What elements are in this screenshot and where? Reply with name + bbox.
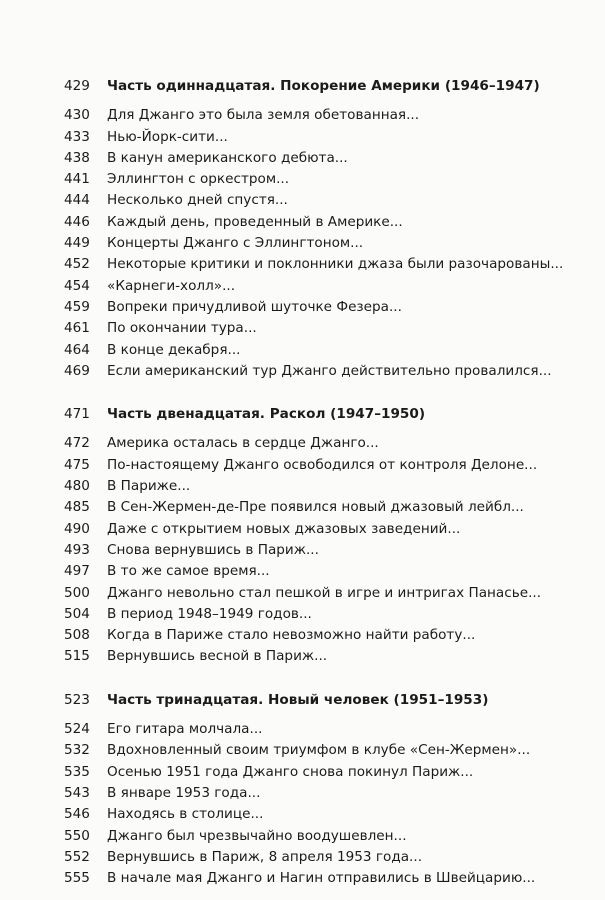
toc-entry (64, 476, 584, 497)
entry-page-number: 472 (64, 435, 90, 452)
entry-text: В Сен-Жермен-де-Пре появился новый джазовый лейбл... (107, 499, 524, 516)
toc-entry (64, 646, 584, 667)
entry-text: По-настоящему Джанго освободился от контроля Делоне... (107, 456, 538, 473)
toc-entry (64, 826, 584, 847)
entry-text: Вернувшись в Париж, 8 апреля 1953 года... (107, 848, 423, 865)
toc-entry (64, 233, 584, 254)
entry-page-number: 454 (64, 277, 90, 294)
entry-text: По окончании тура... (107, 320, 257, 337)
toc-entry (64, 455, 584, 476)
entry-page-number: 532 (64, 742, 90, 759)
toc-entry (64, 297, 584, 318)
toc-entry (64, 276, 584, 297)
entry-text: В Париже... (107, 478, 191, 495)
toc-entry (64, 868, 584, 889)
entry-page-number: 490 (64, 520, 90, 537)
entry-text: Когда в Париже стало невозможно найти работу... (107, 627, 476, 644)
part-title: Часть одиннадцатая. Покорение Америки (1946–1947) (107, 78, 540, 94)
part-heading (64, 404, 584, 425)
entry-page-number: 515 (64, 648, 90, 665)
entry-text: Несколько дней спустя... (107, 192, 288, 209)
entry-text: В канун американского дебюта... (107, 149, 348, 166)
part-page-number: 471 (64, 406, 90, 423)
entry-text: Нью-Йорк-сити... (107, 128, 228, 145)
entry-page-number: 550 (64, 827, 90, 844)
toc-entry (64, 625, 584, 646)
entry-text: Эллингтон с оркестром... (107, 171, 290, 188)
entry-text: В период 1948–1949 годов... (107, 605, 312, 622)
part-title: Часть двенадцатая. Раскол (1947–1950) (107, 406, 426, 423)
entry-page-number: 469 (64, 362, 90, 379)
toc-entry (64, 719, 584, 740)
entry-page-number: 452 (64, 256, 90, 273)
entry-text: Находясь в столице... (107, 806, 264, 823)
entry-page-number: 493 (64, 541, 90, 558)
table-of-contents (64, 76, 584, 889)
entry-text: В январе 1953 года... (107, 784, 261, 801)
entry-page-number: 504 (64, 605, 90, 622)
toc-entry (64, 169, 584, 190)
toc-entry (64, 561, 584, 582)
entry-text: Вопреки причудливой шуточке Фезера... (107, 298, 402, 315)
entry-text: Америка осталась в сердце Джанго... (107, 435, 379, 452)
toc-entry (64, 583, 584, 604)
entry-page-number: 508 (64, 627, 90, 644)
toc-entry (64, 105, 584, 126)
entry-page-number: 543 (64, 784, 90, 801)
entry-page-number: 459 (64, 298, 90, 315)
entry-text: Концерты Джанго с Эллингтоном... (107, 235, 364, 252)
entry-page-number: 433 (64, 128, 90, 145)
entry-page-number: 552 (64, 848, 90, 865)
toc-part (64, 404, 584, 668)
entry-text: Если американский тур Джанго действительно провалился... (107, 362, 552, 379)
entry-text: Его гитара молчала... (107, 721, 263, 738)
toc-entry (64, 433, 584, 454)
entry-page-number: 441 (64, 171, 90, 188)
entry-page-number: 480 (64, 478, 90, 495)
toc-part (64, 690, 584, 890)
entry-page-number: 446 (64, 213, 90, 230)
toc-entry (64, 847, 584, 868)
toc-entry (64, 540, 584, 561)
entry-text: Каждый день, проведенный в Америке... (107, 213, 403, 230)
toc-entry (64, 254, 584, 275)
toc-entry (64, 762, 584, 783)
entry-page-number: 438 (64, 149, 90, 166)
toc-entry (64, 340, 584, 361)
entry-text: Даже с открытием новых джазовых заведений... (107, 520, 461, 537)
part-title: Часть тринадцатая. Новый человек (1951–1953) (107, 691, 489, 708)
part-page-number: 523 (64, 691, 90, 708)
entry-text: Снова вернувшись в Париж... (107, 541, 319, 558)
toc-entry (64, 127, 584, 148)
entry-page-number: 464 (64, 341, 90, 358)
entry-page-number: 444 (64, 192, 90, 209)
entry-text: Вдохновленный своим триумфом в клубе «Сен-Жермен»... (107, 742, 531, 759)
toc-entry (64, 804, 584, 825)
entry-text: Осенью 1951 года Джанго снова покинул Париж... (107, 763, 474, 780)
entry-page-number: 449 (64, 235, 90, 252)
entry-page-number: 555 (64, 870, 90, 887)
part-heading (64, 690, 584, 711)
part-page-number: 429 (64, 78, 90, 94)
toc-entry (64, 519, 584, 540)
toc-entry (64, 190, 584, 211)
toc-entry (64, 212, 584, 233)
entry-text: В конце декабря... (107, 341, 241, 358)
toc-part (64, 76, 584, 382)
entry-page-number: 430 (64, 107, 90, 124)
part-heading (64, 76, 584, 97)
entry-page-number: 475 (64, 456, 90, 473)
entry-text: Некоторые критики и поклонники джаза были разочарованы... (107, 256, 564, 273)
entry-page-number: 497 (64, 563, 90, 580)
entry-page-number: 524 (64, 721, 90, 738)
entry-page-number: 485 (64, 499, 90, 516)
toc-entry (64, 497, 584, 518)
entry-text: В то же самое время... (107, 563, 270, 580)
toc-entry (64, 740, 584, 761)
entry-page-number: 461 (64, 320, 90, 337)
toc-entry (64, 604, 584, 625)
toc-entry (64, 318, 584, 339)
entry-text: Для Джанго это была земля обетованная... (107, 107, 420, 124)
entry-text: «Карнеги-холл»... (107, 277, 236, 294)
toc-entry (64, 361, 584, 382)
toc-entry (64, 148, 584, 169)
entry-page-number: 535 (64, 763, 90, 780)
entry-text: Вернувшись весной в Париж... (107, 648, 328, 665)
entry-text: В начале мая Джанго и Нагин отправились в Швейцарию... (107, 870, 536, 887)
entry-page-number: 546 (64, 806, 90, 823)
toc-entry (64, 783, 584, 804)
entry-page-number: 500 (64, 584, 90, 601)
entry-text: Джанго невольно стал пешкой в игре и интригах Панасье... (107, 584, 542, 601)
entry-text: Джанго был чрезвычайно воодушевлен... (107, 827, 407, 844)
